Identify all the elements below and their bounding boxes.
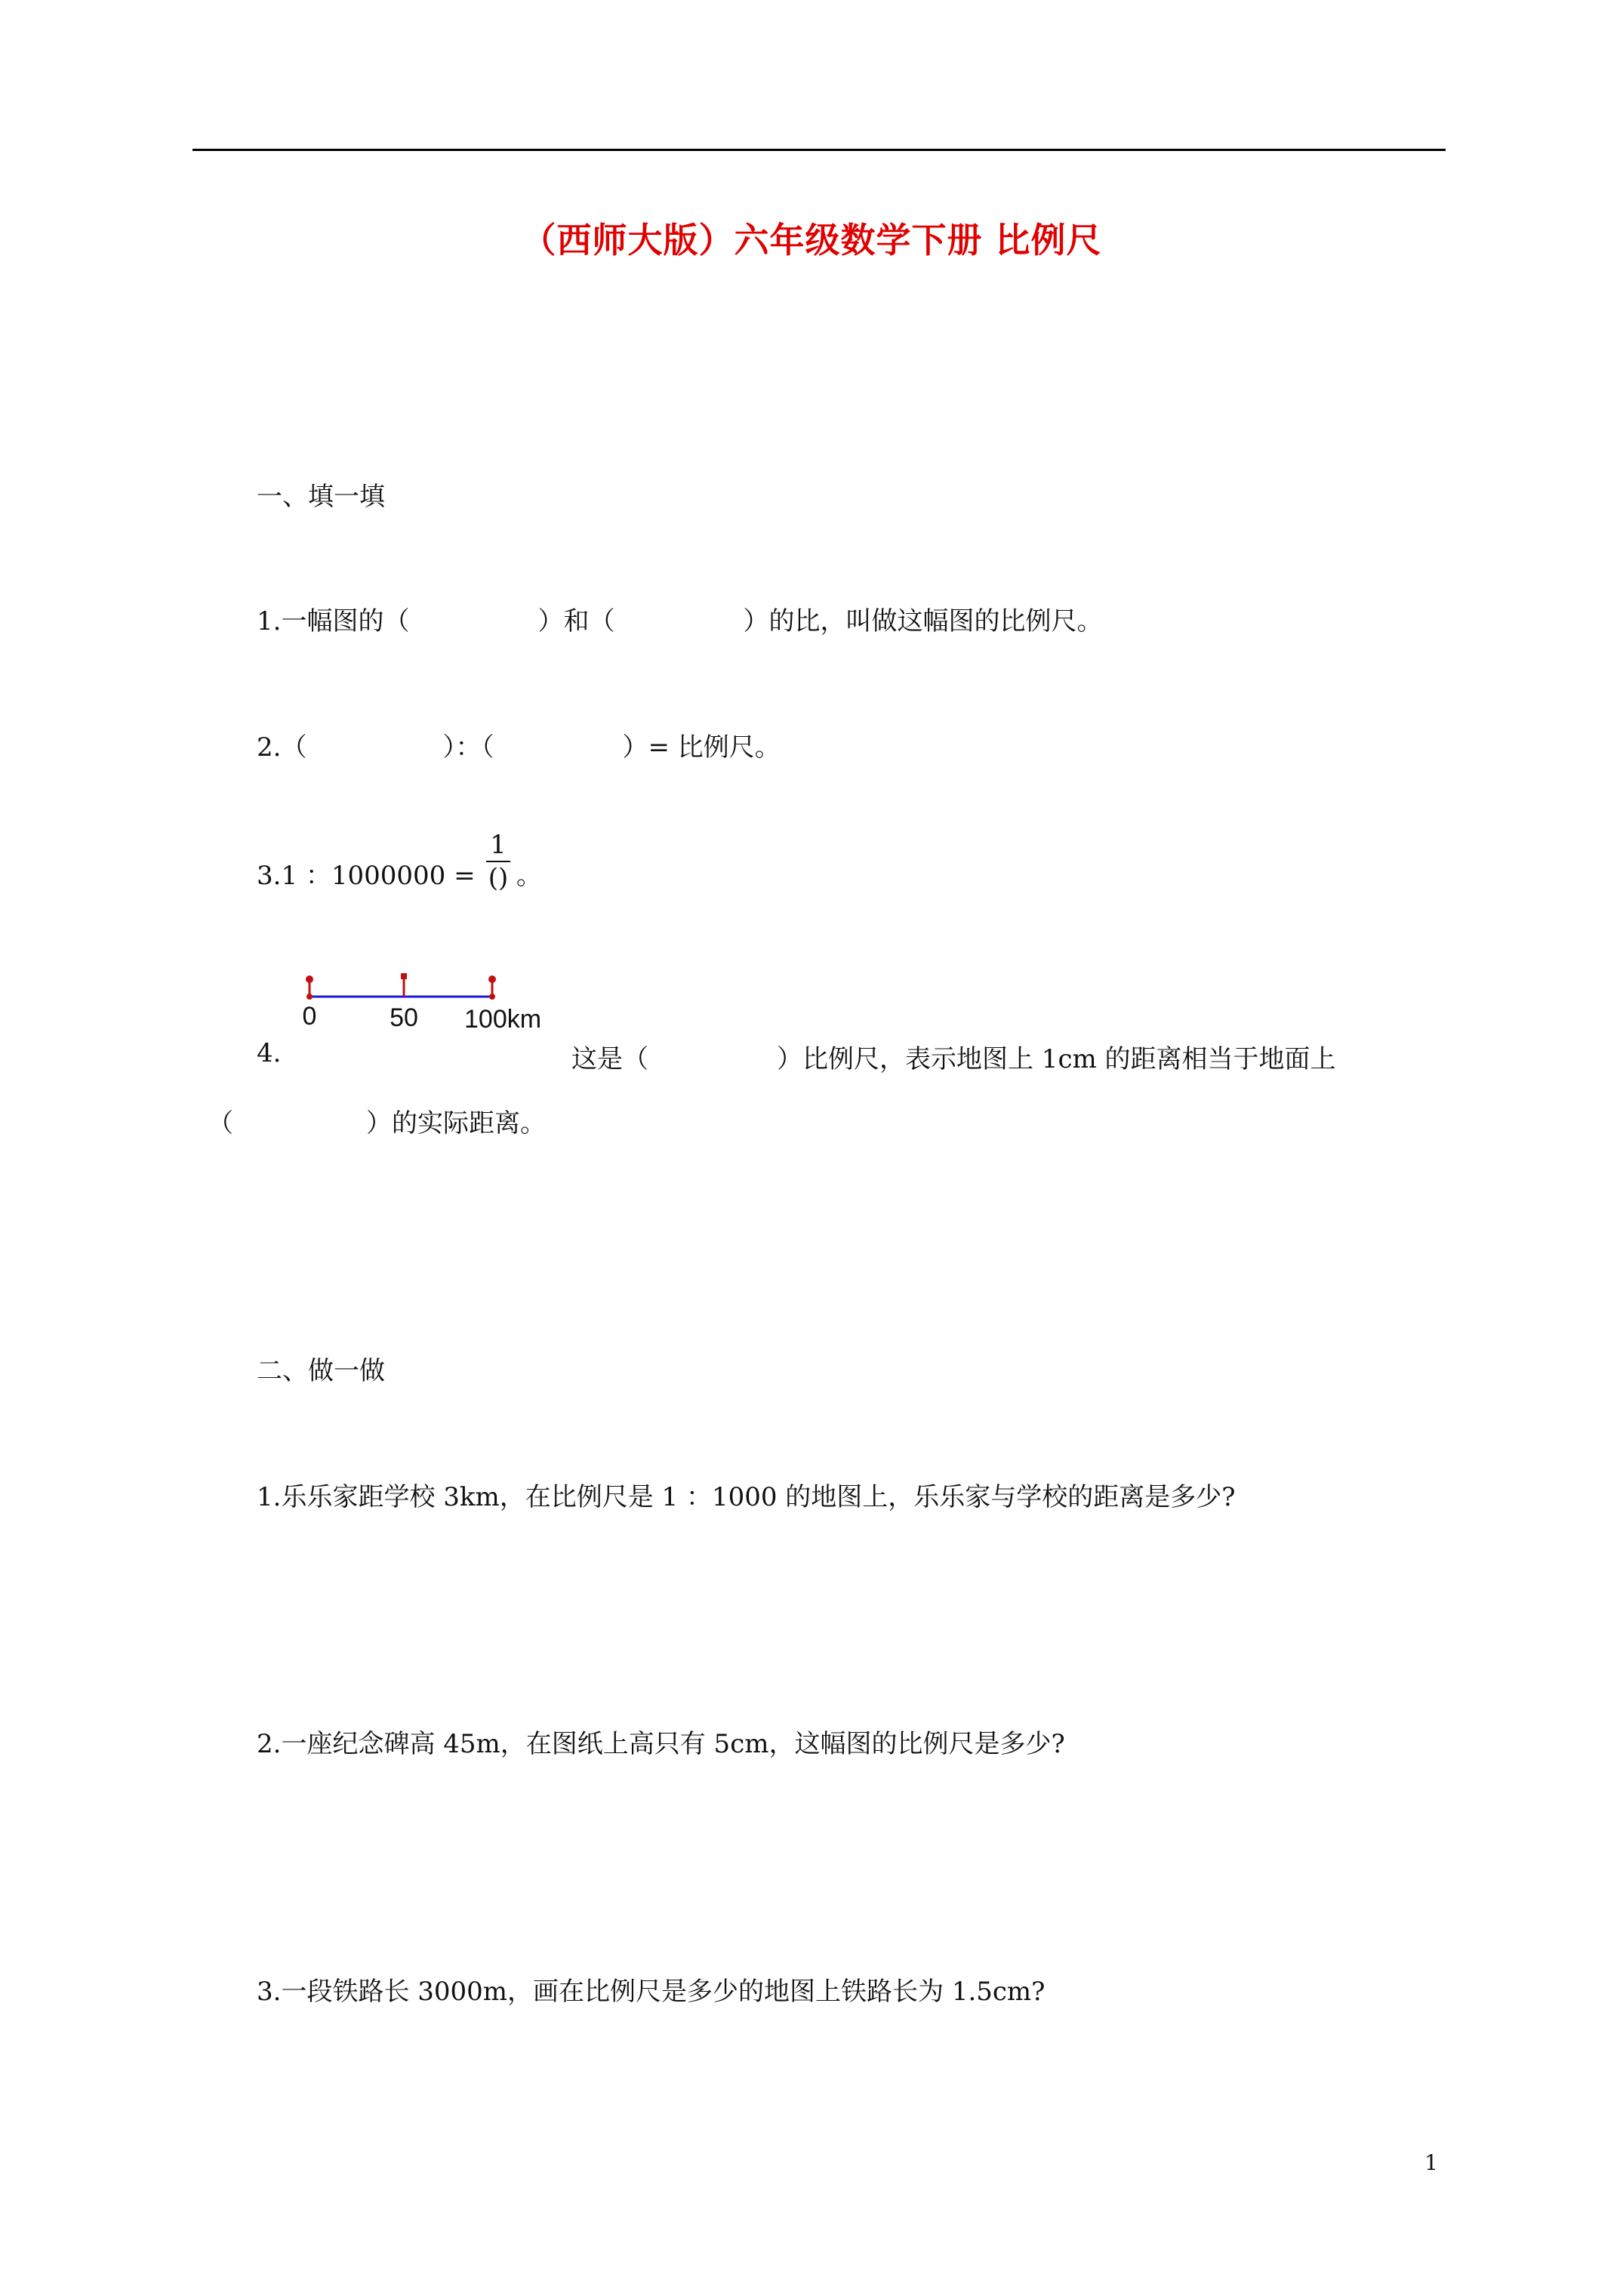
scale-marker: [306, 975, 313, 983]
page-number: 1: [1424, 2150, 1438, 2175]
question-3: [257, 855, 476, 892]
q4-text-c: （: [208, 1108, 233, 1139]
fraction-numerator: 1: [490, 830, 507, 860]
q4-text-a: 这是（: [571, 1044, 648, 1074]
scale-label-100km: 100km: [464, 1005, 542, 1034]
question-4-line-2: [208, 1102, 546, 1139]
section-heading-fill: 一、填一填: [257, 482, 385, 512]
scale-marker: [488, 975, 496, 983]
line-scale-figure: [294, 963, 596, 1046]
q1-text-a: 1.一幅图的（: [257, 606, 410, 636]
q3-text-a: 3.1 ：1000000 =: [257, 861, 476, 891]
q2-text-c: ）= 比例尺。: [622, 732, 781, 763]
q2-text-a: 2.（: [257, 732, 307, 763]
scale-marker: [401, 973, 407, 979]
problem-1: 1.乐乐家距学校 3km，在比例尺是 1 ：1000 的地图上，乐乐家与学校的距离是多少?: [257, 1482, 1236, 1512]
q2-text-b: ）：（: [442, 732, 494, 763]
scale-label-50: 50: [390, 1003, 418, 1032]
page-title: （西师大版）六年级数学下册 比例尺: [521, 220, 1102, 260]
scale-marker: [306, 994, 313, 1000]
q4-text-d: ）的实际距离。: [366, 1108, 546, 1139]
question-2: [257, 726, 781, 763]
q4-text-b: ）比例尺，表示地图上 1cm 的距离相当于地面上: [777, 1044, 1336, 1074]
q1-text-b: ）和（: [537, 606, 615, 636]
section-heading-do: 二、做一做: [257, 1356, 385, 1386]
fraction-denominator[interactable]: (): [488, 863, 509, 893]
question-4-number: 4.: [257, 1038, 282, 1068]
fraction: [483, 829, 513, 894]
header-rule: [192, 149, 1446, 151]
scale-label-0: 0: [302, 1002, 317, 1031]
question-1: [257, 600, 1102, 637]
scale-marker: [489, 994, 495, 1000]
q1-text-c: ）的比，叫做这幅图的比例尺。: [743, 606, 1103, 636]
q3-end: 。: [516, 861, 542, 891]
question-4-line-1: [571, 1038, 1336, 1075]
problem-2: 2.一座纪念碑高 45m，在图纸上高只有 5cm，这幅图的比例尺是多少?: [257, 1729, 1065, 1759]
problem-3: 3.一段铁路长 3000m，画在比例尺是多少的地图上铁路长为 1.5cm?: [257, 1977, 1046, 2007]
